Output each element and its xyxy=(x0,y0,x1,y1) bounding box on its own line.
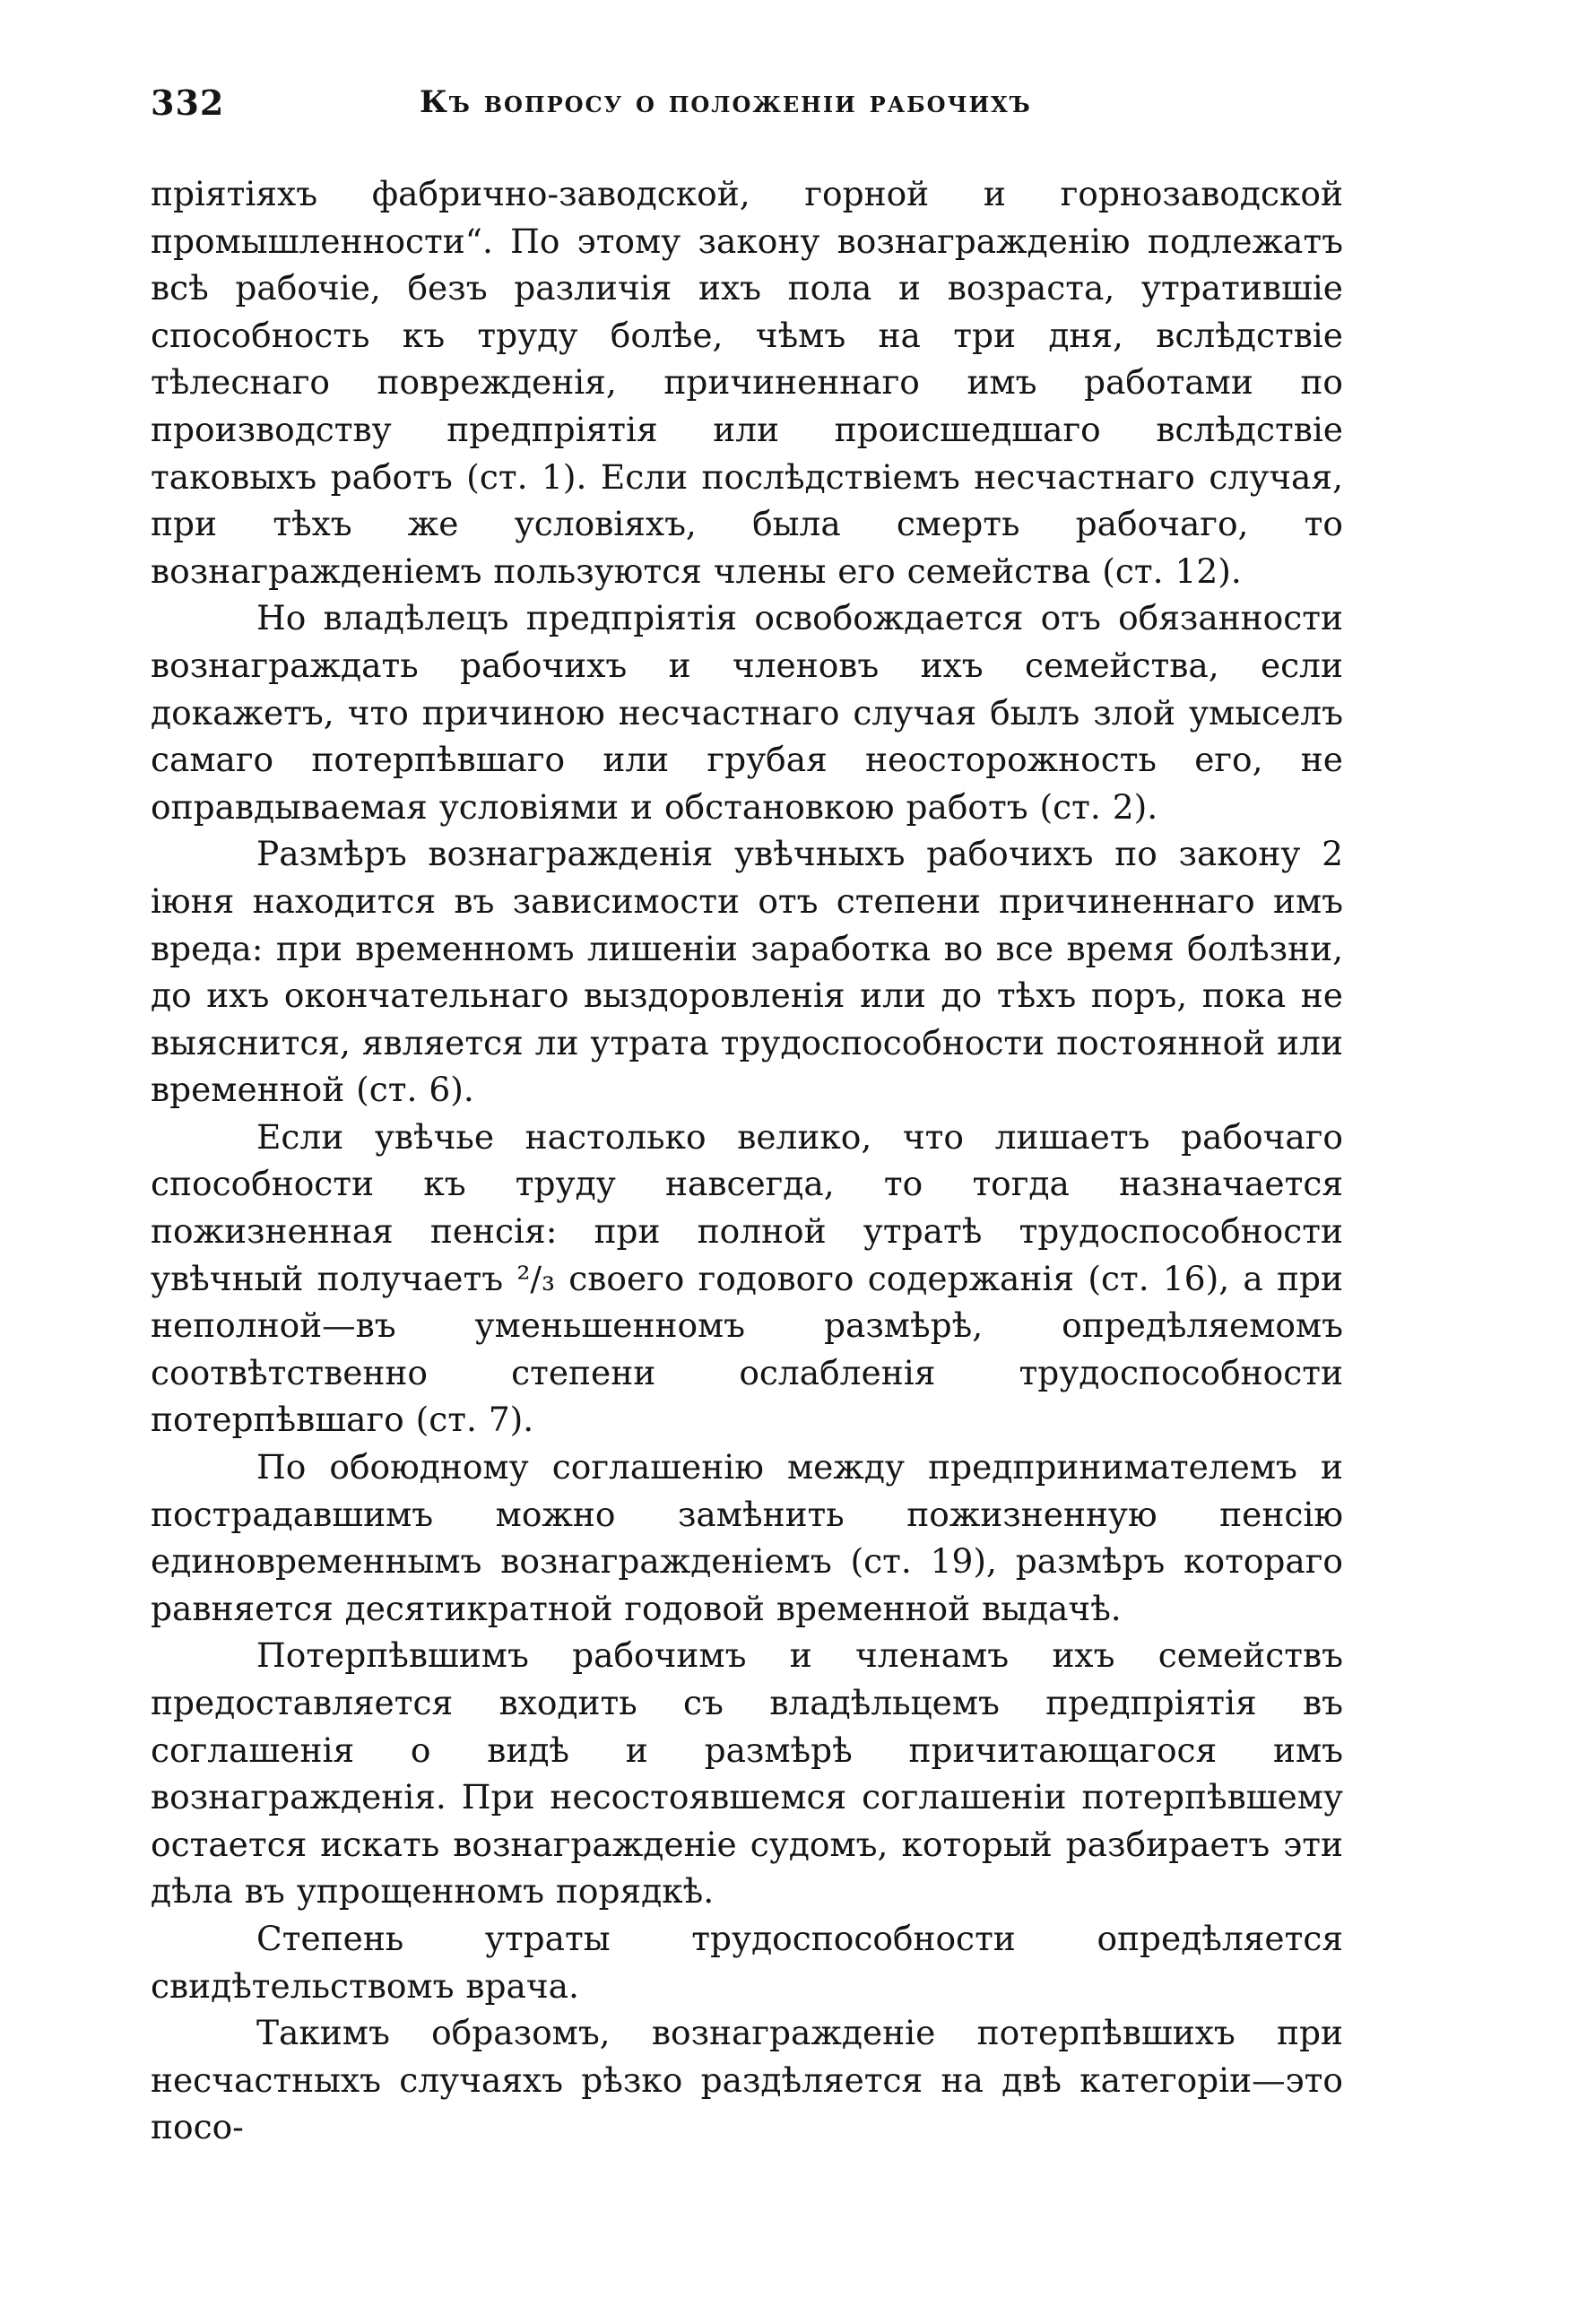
paragraph: Такимъ образомъ, вознагражденiе потерпѣвшихъ при несчастныхъ случаяхъ рѣзко раздѣляется на двѣ категорiи—это посо- xyxy=(151,2013,1343,2147)
paragraph: Если увѣчье настолько велико, что лишаетъ рабочаго способности къ труду навсегда, то тогда назначается пожизненная пенсiя: при полной утратѣ трудоспособности увѣчный получаетъ ²/₃ своего годового содержанiя (ст. 16), а при неполной—въ уменьшенномъ размѣрѣ, опредѣляемомъ соотвѣтственно степени ослабленiя трудоспособности потерпѣвшаго (ст. 7). xyxy=(151,1116,1343,1440)
paragraph: Потерпѣвшимъ рабочимъ и членамъ ихъ семействъ предоставляется входить съ владѣльцемъ предпрiятiя въ соглашенiя о видѣ и размѣрѣ причитающагося имъ вознагражденiя. При несостоявшемся соглашенiи потерпѣвшему остается искать вознагражденiе судомъ, который разбираетъ эти дѣла въ упрощенномъ порядкѣ. xyxy=(151,1635,1343,1912)
page-number: 332 xyxy=(151,82,225,123)
paragraph: По обоюдному соглашенiю между предпринимателемъ и пострадавшимъ можно замѣнить пожизненную пенсiю единовременнымъ вознагражденiемъ (ст. 19), размѣръ котораго равняется десятикратной годовой временной выдачѣ. xyxy=(151,1447,1343,1628)
paragraph: Размѣръ вознагражденiя увѣчныхъ рабочихъ по закону 2 iюня находится въ зависимости отъ степени причиненнаго имъ вреда: при временномъ лишенiи заработка во все время болѣзни, до ихъ окончательнаго выздоровленiя или до тѣхъ поръ, пока не выяснится, является ли утрата трудоспособности постоянной или временной (ст. 6). xyxy=(151,834,1343,1110)
body-text xyxy=(151,170,1343,2151)
paragraph: Степень утраты трудоспособности опредѣляется свидѣтельствомъ врача. xyxy=(151,1918,1343,2006)
page-header xyxy=(151,82,1343,136)
running-title: Къ вопросу о положенiи рабочихъ xyxy=(420,84,1032,120)
paragraph: Но владѣлецъ предпрiятiя освобождается отъ обязанности вознаграждать рабочихъ и членовъ ихъ семейства, если докажетъ, что причиною несчастнаго случая былъ злой умыселъ самаго потерпѣвшаго или грубая неосторожность его, не оправдываемая условiями и обстановкою работъ (ст. 2). xyxy=(151,598,1343,827)
paragraph-continued: прiятiяхъ фабрично-заводской, горной и горнозаводской промышленности“. По этому закону вознагражденiю подлежатъ всѣ рабочiе, безъ различiя ихъ пола и возраста, утратившiе способность къ труду болѣе, чѣмъ на три дня, вслѣдствiе тѣлеснаго поврежденiя, причиненнаго имъ работами по производству предпрiятiя или происшедшаго вслѣдствiе таковыхъ работъ (ст. 1). Если послѣдствiемъ несчастнаго случая, при тѣхъ же условiяхъ, была смерть рабочаго, то вознагражденiемъ пользуются члены его семейства (ст. 12). xyxy=(151,174,1343,591)
